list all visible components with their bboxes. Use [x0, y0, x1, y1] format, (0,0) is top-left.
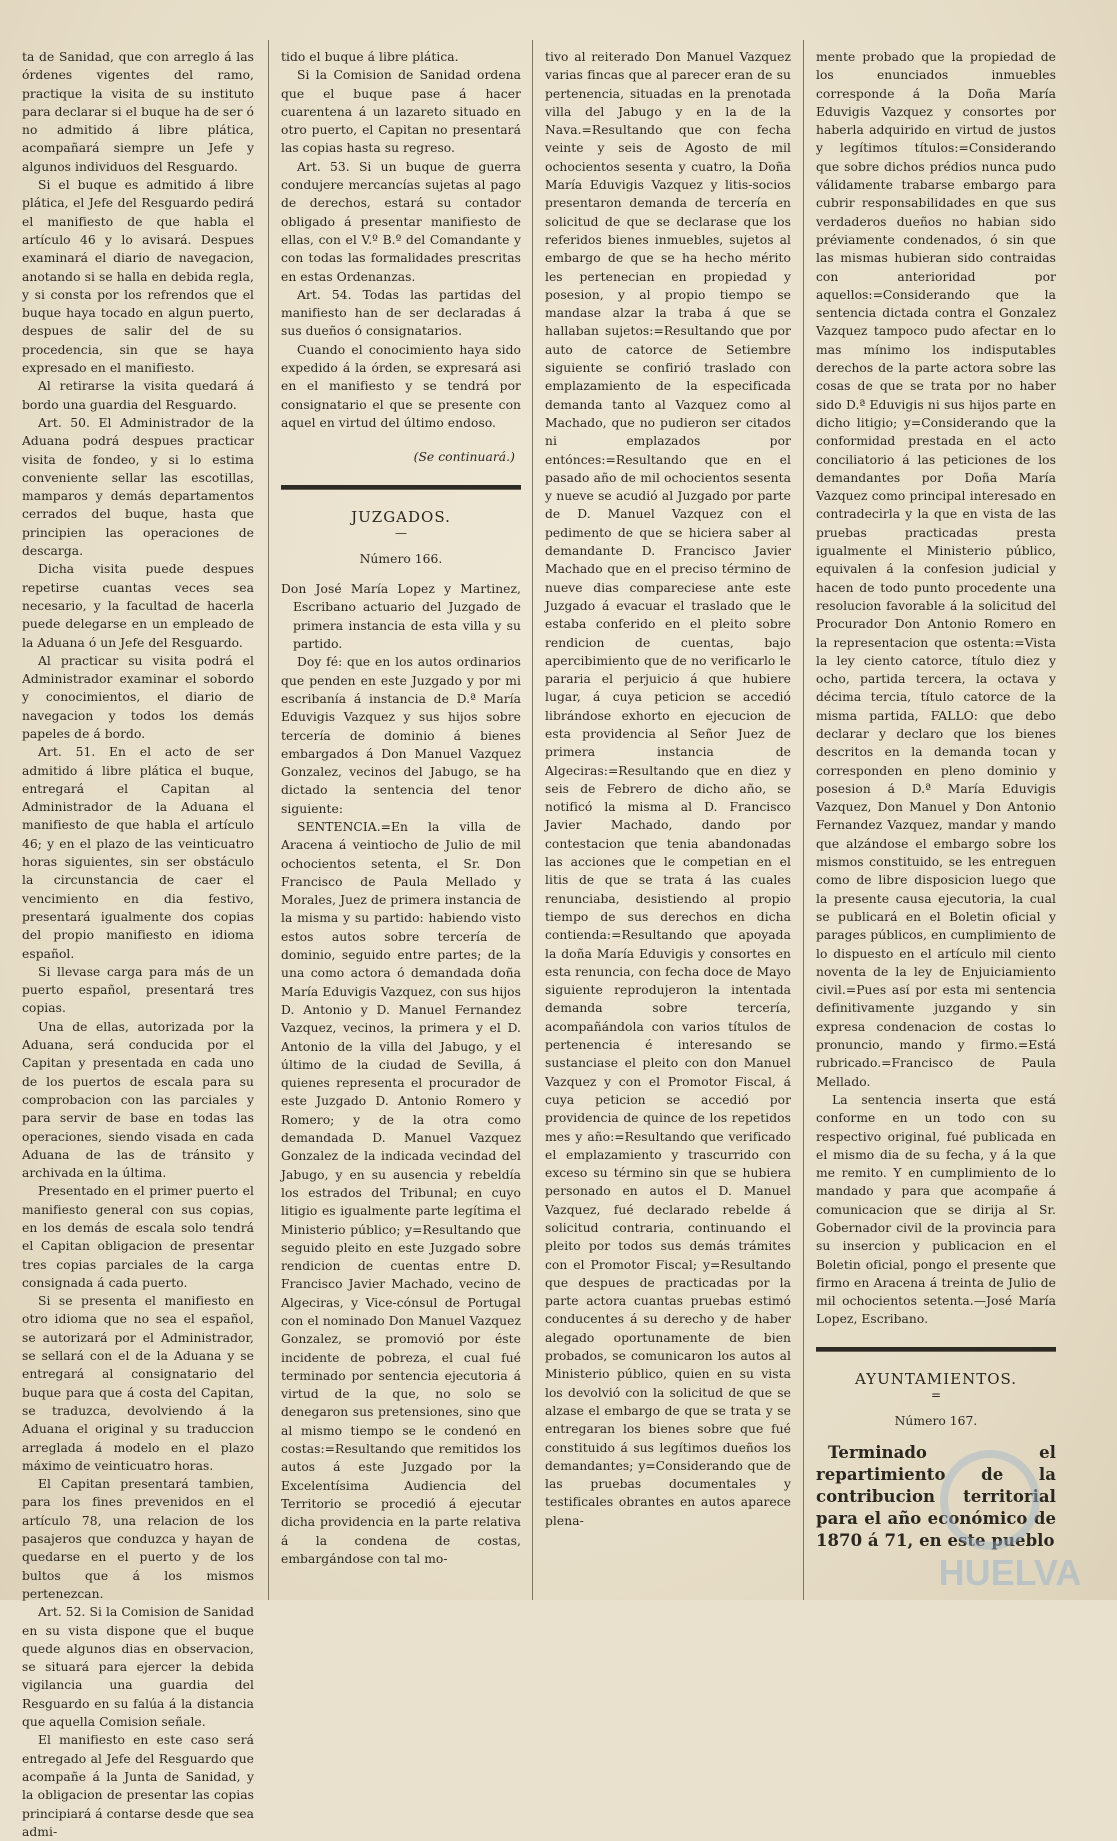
sentence-text: SENTENCIA.=En la villa de Aracena á veintiocho de Julio de mil ochocientos setenta, el Sr. Don Francisco de Paula Mellado y Morales, Juez de primera instancia de la misma y su partido: habiendo visto estos autos sobre tercería de dominio, seguido entre partes; de la una como actora ó demandada doña María Eduvigis Vazquez, con sus hijos D. Antonio y D. Manuel Fernandez Vazquez, vecinos, la primera y el D. Antonio de la villa del Jabugo, y el último de la ciudad de Sevilla, á quienes representa el procurador de este Juzgado D. Antonio Romero y Romero; y de la otra como demandada D. Manuel Vazquez Gonzalez de la indicada vecindad del Jabugo, y en su ausencia y rebeldía los estrados del Tribunal; en cuyo litigio es igualmente parte legítima el Ministerio público; y=Resultando que seguido pleito en este Juzgado sobre rendicion de cuentas entre D. Francisco Javier Machado, vecino de Algeciras, y Vice-cónsul de Portugal con el nominado Don Manuel Vazquez Gonzalez, se promovió por éste incidente de pobreza, el cual fué terminado por sentencia ejecutoria á virtud de la que, no solo se denegaron sus pretensiones, sino que al mismo tiempo se le condenó en costas:=Resultando que remitidos los autos á este Juzgado por la Excelentísima Audiencia del Territorio se procedió á ejecutar dicha providencia en la parte relativa á la condena de costas, embargándose con tal mo- [281, 819, 521, 1566]
paragraph: La sentencia inserta que está conforme en un todo con su respectivo original, fué publicada en el mismo dia de su fecha, y á la que me remito. Y en cumplimiento de lo mandado y para que acompañe á comunicacion que se dirija al Sr. Gobernador civil de la provincia para su insercion y publicacion en el Boletin oficial, pongo el presente que firmo en Aracena á treinta de Julio de mil ochocientos setenta.—José María Lopez, Escribano. [816, 1092, 1056, 1327]
section-title-ayuntamientos: AYUNTAMIENTOS. [854, 1369, 1018, 1388]
article-50: Art. 50. El Administrador de la Aduana podrá despues practicar visita de fondeo, y si lo estima conveniente sellar las escotillas, mamparos y demás departamentos cerrados del buque, hasta que principien las operaciones de descarga. [22, 415, 254, 559]
notice-headline: Terminado el repartimiento de la contribucion territorial para el año económico de 1870 á 71, en este pueblo [816, 1443, 1056, 1551]
paragraph: Si llevase carga para más de un puerto español, presentará tres copias. [22, 964, 254, 1016]
section-title-juzgados: JUZGADOS. [351, 507, 451, 526]
paragraph: tido el buque á libre plática. [281, 50, 459, 64]
paragraph: ta de Sanidad, que con arreglo á las órdenes vigentes del ramo, practique la visita de su instituto para declarar si el buque ha de ser ó no admitido á libre plática, acompañará siempre un Jefe y algunos individuos del Resguardo. [22, 50, 254, 174]
paragraph: Al retirarse la visita quedará á bordo una guardia del Resguardo. [22, 379, 254, 412]
paragraph: El manifiesto en este caso será entregado al Jefe del Resguardo que acompañe á la Junta de Sanidad, y la obligacion de presentar las copias principiará á contarse desde que sea admi- [22, 1733, 254, 1839]
article-52: Art. 52. Si la Comision de Sanidad en su vista dispone que el buque quede algunos dias en observacion, se situará para ejercer la debida vigilancia una guardia del Resguardo en su falúa á la distancia que aquella Comision señale. [22, 1605, 254, 1730]
sentence-text: mente probado que la propiedad de los enunciados inmuebles corresponde á la Doña María Eduvigis Vazquez y consortes por haberla adquirido en virtud de justos y legítimos títulos:=Considerando que sobre dichos prédios nunca pudo válidamente trabarse embargo para cubrir responsabilidades en que sus verdaderos dueños no habian sido préviamente condenados, ó sin que las mismas hubieran sido contraidas con anterioridad por aquellos:=Considerando que la sentencia dictada contra el Gonzalez Vazquez tampoco pudo afectar en lo mas mínimo los indisputables derechos de la parte actora sobre las cosas de que se trata por no haber sido D.ª Eduvigis ni sus hijos parte en dicho litigio; y=Considerando que la conformidad prestada en el acto conciliatorio á las peticiones de los demandantes por Doña María Vazquez como principal interesado en contradecirla y la que en vista de las pruebas practicadas presta igualmente el Ministerio público, equivalen á la confesion judicial y hacen de todo punto procedente una resolucion favorable á la solicitud del Procurador Don Antonio Romero en la representacion que ostenta:=Vista la ley ciento catorce, título diez y ocho, partida tercera, la octava y décima tercia, título catorce de la misma partida, FALLO: que debo declarar y declaro que los bienes descritos en la demanda tocan y corresponden en pleno dominio y posesion á D.ª María Eduvigis Vazquez, Don Manuel y Don Antonio Fernandez Vazquez, mandar y mando que alzándose el embargo sobre los mismos constituido, se les entreguen como de libre disposicion luego que la presente causa ejecutoria, la cual se publicará en el Boletin oficial y parages públicos, en cumplimiento de lo dispuesto en el artículo mil ciento noventa de la ley de Enjuiciamiento civil.=Pues así por esta mi sentencia definitivamente juzgando y sin expresa condenacion de costas lo pronuncio, mando y firmo.=Está rubricado.=Francisco de Paula Mellado. [816, 50, 1056, 1089]
notice-number: Número 167. [894, 1414, 978, 1429]
column-1 [22, 48, 254, 1839]
column-4 [816, 48, 1056, 1590]
paragraph: El Capitan presentará tambien, para los fines prevenidos en el artículo 78, una relacion de los pasajeros que conduzca y hayan de quedarse en el puerto y de los bultos que á los mismos pertenezcan. [22, 1477, 254, 1601]
notice-heading: Don José María Lopez y Martinez, Escribano actuario del Juzgado de primera instancia de esta villa y su partido. [281, 582, 521, 652]
article-51: Art. 51. En el acto de ser admitido á libre plática el buque, entregará el Capitan al Administrador de la Aduana el manifiesto de que habla el artículo 46; y en el plazo de las veinticuatro horas siguientes, sin ser obstáculo la circunstancia de caer el vencimiento en dia festivo, presentará igualmente dos copias del propio manifiesto en idioma español. [22, 745, 254, 961]
paragraph: Si la Comision de Sanidad ordena que el buque pase á hacer cuarentena á un lazareto situado en otro puerto, el Capitan no presentará las copias hasta su regreso. [281, 68, 521, 156]
notice-number: Número 166. [359, 551, 443, 566]
article-54: Art. 54. Todas las partidas del manifiesto han de ser declaradas á sus dueños ó consignatarios. [281, 287, 521, 339]
paragraph: Si se presenta el manifiesto en otro idioma que no sea el español, se autorizará por el Administrador, se sellará con el de la Aduana y se entregará al consignatario del buque para que á costa del Capitan, se traduzca, devolviendo á la Aduana el original y su traduccion arreglada á modelo en el plazo máximo de veinticuatro horas. [22, 1294, 254, 1473]
article-53: Art. 53. Si un buque de guerra condujere mercancías sujetas al pago de derechos, estará su contador obligado á presentar manifiesto de ellas, con el V.º B.º del Comandante y con todas las formalidades prescritas en estas Ordenanzas. [281, 159, 521, 284]
paragraph: Presentado en el primer puerto el manifiesto general con sus copias, en los demás de escala solo tendrá el Capitan obligacion de presentar tres copias parciales de la carga consignada á cada puerto. [22, 1184, 254, 1290]
column-divider [532, 40, 533, 1600]
paragraph: Si el buque es admitido á libre plática, el Jefe del Resguardo pedirá el manifiesto de que habla el artículo 46 y lo avisará. Despues examinará el diario de navegacion, anotando si se halla en debida regla, y si consta por los refrendos que el buque haya tocado en algun puerto, despues de salir del de su procedencia, sin que se haya expresado en el manifiesto. [22, 178, 254, 376]
section-dash: = [930, 1388, 942, 1403]
paragraph: Cuando el conocimiento haya sido expedido á la órden, se expresará asi en el manifiesto y se tendrá por consignatario el que se presente con aquel en virtud del último endoso. [281, 342, 521, 430]
section-rule [816, 1347, 1056, 1352]
paragraph: Al practicar su visita podrá el Administrador examinar el sobordo y conocimientos, el diario de navegacion y todos los demás papeles de á bordo. [22, 653, 254, 741]
continued-note: (Se continuará.) [413, 450, 515, 465]
watermark-text: HUELVA [938, 1552, 1082, 1593]
section-dash: — [394, 525, 408, 540]
column-divider [268, 40, 269, 1600]
paragraph: Una de ellas, autorizada por la Aduana, será conducida por el Capitan y presentada en cada uno de los puertos de escala para su comprobacion con las parciales y para servir de base en todas las operaciones, siendo visada en cada Aduana de las de tránsito y archivada en la última. [22, 1019, 254, 1181]
paragraph: Doy fé: que en los autos ordinarios que penden en este Juzgado y por mi escribanía á instancia de D.ª María Eduvigis Vazquez y sus hijos sobre tercería de dominio á bienes embargados á Don Manuel Vazquez Gonzalez, vecinos del Jabugo, se ha dictado la sentencia del tenor siguiente: [281, 655, 521, 816]
column-2 [281, 48, 521, 1590]
column-3 [545, 48, 791, 1590]
sentence-text: tivo al reiterado Don Manuel Vazquez varias fincas que al parecer eran de su pertenencia, situadas en la prenotada villa del Jabugo y en la de la Nava.=Resultando que con fecha veinte y seis de Agosto de mil ochocientos sesenta y cuatro, la Doña María Eduvigis Vazquez y litis-socios presentaron demanda de tercería en solicitud de que se declarase que los referidos bienes inmuebles, sujetos al embargo de que se ha hecho mérito les pertenecian en propiedad y posesion, y al propio tiempo se mandase alzar la traba á que se hallaban sujetos:=Resultando que por auto de catorce de Setiembre siguiente se confirió traslado con emplazamiento de la especificada demanda tanto al Vazquez como al Machado, que no pudieron ser citados ni emplazados por entónces:=Resultando que en el pasado año de mil ochocientos sesenta y nueve se acudió al Juzgado por parte de D. Manuel Vazquez con el pedimento de que se hiciera saber al demandante D. Francisco Javier Machado que en el preciso término de nueve dias compareciese ante este Juzgado á evacuar el traslado que le estaba conferido en el pleito sobre rendicion de cuentas, bajo apercibimiento que de no verificarlo le pararia el perjuicio á que hubiere lugar, á cuya peticion se accedió librándose exhorto en ejecucion de esta providencia al Señor Juez de primera instancia de Algeciras:=Resultando que en diez y seis de Febrero de dicho año, se notificó la misma al D. Francisco Javier Machado, dando por contestacion que tenia abandonadas las acciones que le competian en el litis de que se trata á las cuales renunciaba, desistiendo al propio tiempo de sus derechos en dicha contienda:=Resultando que apoyada la doña María Eduvigis y consortes en esta renuncia, con fecha doce de Mayo siguiente reprodujeron la intentada demanda sobre tercería, acompañándola con varios títulos de pertenencia é interesando se sustanciase el pleito con don Manuel Vazquez y con el Promotor Fiscal, á cuya peticion se accedió por providencia de quince de los repetidos mes y año:=Resultando que verificado el emplazamiento y trascurrido con exceso su término sin que se hubiera personado en autos el D. Manuel Vazquez, fué declarado rebelde á solicitud contraria, continuando el pleito por todos sus demás trámites con el Promotor Fiscal; y=Resultando que despues de practicadas por la parte actora cuantas pruebas estimó conducentes á su derecho y de haber alegado oportunamente de bien probados, se comunicaron los autos al Ministerio público, quien en su vista los devolvió con la solicitud de que se alzase el embargo de que se trata y se entregaran los bienes sobre que fué constituido á sus legítimos dueños los demandantes; y=Considerando que de las pruebas documentales y testificales obrantes en autos aparece plena- [545, 50, 791, 1528]
column-divider [803, 40, 804, 1600]
paragraph: Dicha visita puede despues repetirse cuantas veces sea necesario, y la facultad de hacerla puede delegarse en un empleado de la Aduana ó un Jefe del Resguardo. [22, 562, 254, 650]
section-rule [281, 485, 521, 490]
